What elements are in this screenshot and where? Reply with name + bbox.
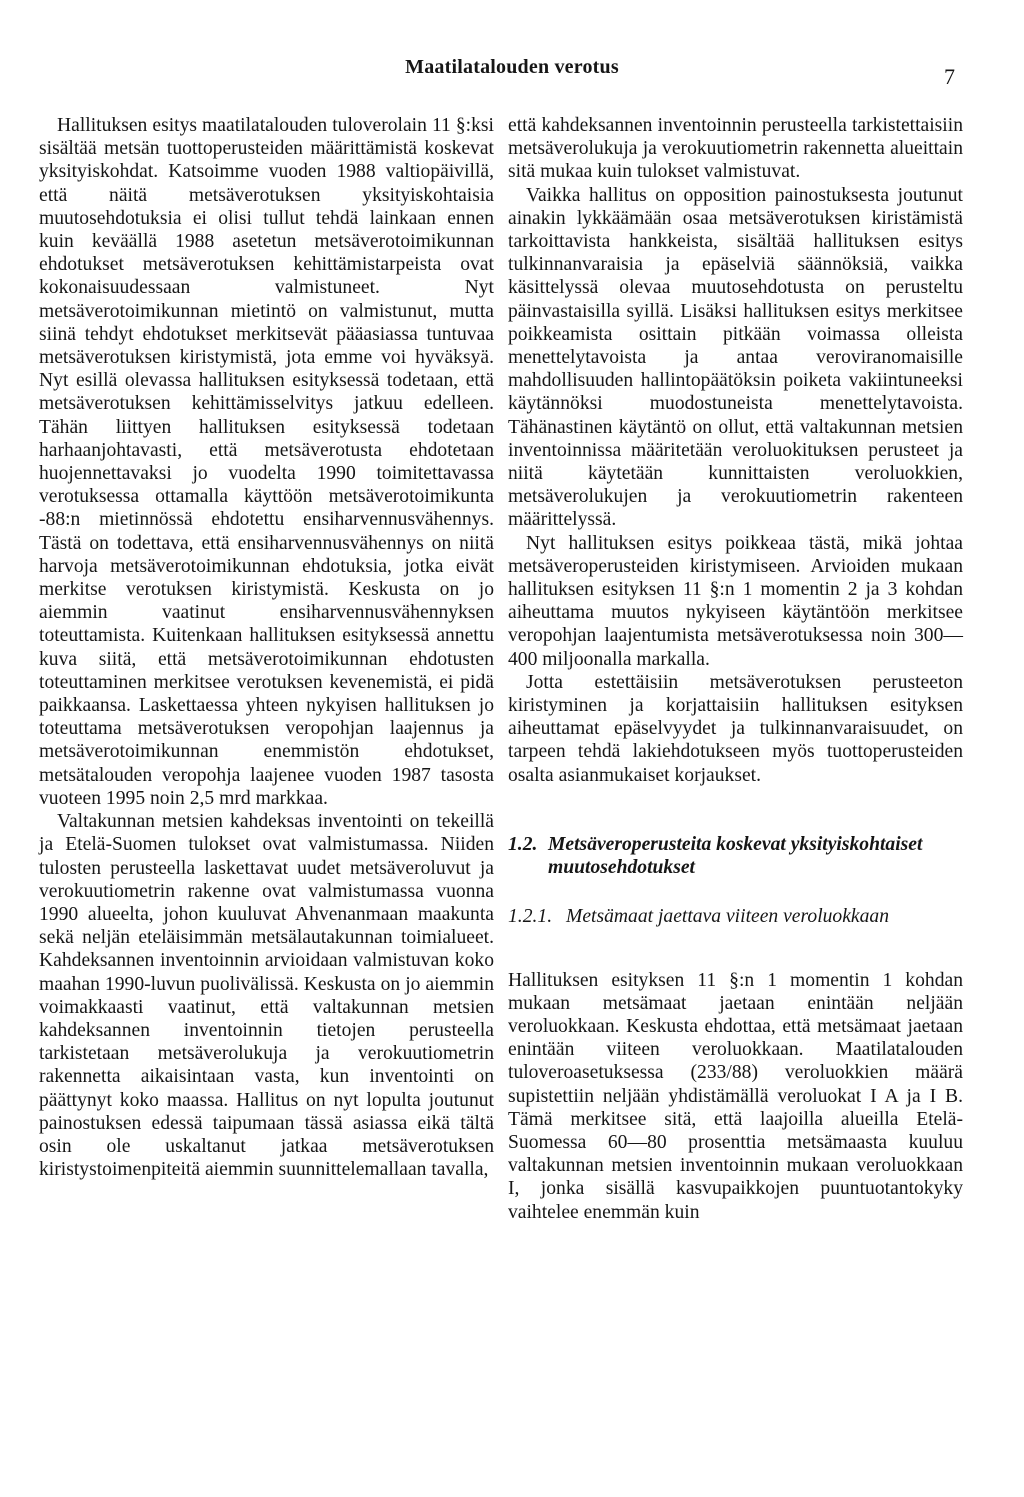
body-paragraph: Hallituksen esitys maatilatalouden tuloverolain 11 §:ksi sisältää metsän tuottoperusteiden määrittämistä koskevat yksityiskohdat. Katsoimme vuoden 1988 valtiopäivillä, että näitä metsäverotuksen yksityiskohtaisia muutosehdotuksia ei olisi tullut tehdä lainkaan ennen kuin keväällä 1988 asetetun metsäverotoimikunnan ehdotukset metsäverotuksen kehittämistarpeista ovat kokonaisuudessaan valmistuneet. Nyt metsäverotoimikunnan mietintö on valmistunut, mutta siinä tehdyt ehdotukset merkitsevät pääasiassa tuntuvaa metsäverotuksen kiristymistä, jota emme voi hyväksyä. Nyt esillä olevassa hallituksen esityksessä todetaan, että metsäverotuksen kehittämisselvitys jatkuu edelleen. Tähän liittyen hallituksen esityksessä todetaan harhaanjohtavasti, että metsäverotusta ehdotetaan huojennettavaksi jo vuodelta 1990 toimitettavassa verotuksessa ottamalla käyttöön metsäverotoimikunta -88:n mietinnössä ehdotettu ensiharvennusvähennys. Tästä on todettava, että ensiharvennusvähennys on niitä harvoja metsäverotoimikunnan ehdotuksia, jotka eivät merkitse verotuksen kiristymistä. Keskusta on jo aiemmin vaatinut ensiharvennusvähennyksen toteuttamista. Kuitenkaan hallituksen esityksessä annettu kuva siitä, että metsäverotoimikunnan ehdotusten toteuttaminen merkitsee verotuksen kevenemistä, ei pidä paikkaansa. Laskettaessa yhteen nykyisen hallituksen jo toteuttama metsäverotuksen veropohjan laajennus ja metsäverotoimikunnan enemmistön ehdotukset, metsätalouden veropohja laajenee vuoden 1987 tasosta vuoteen 1995 noin 2,5 mrd markkaa. [39,115,494,809]
body-paragraph: että kahdeksannen inventoinnin perusteella tarkistettaisiin metsäverolukuja ja verokuutiometrin rakennetta alueittain sitä mukaa kuin tulokset valmistuvat. [508,115,963,183]
left-column [39,114,494,1181]
body-paragraph: Hallituksen esityksen 11 §:n 1 momentin 1 kohdan mukaan metsämaat jaetaan enintään neljään veroluokkaan. Keskusta ehdottaa, että metsämaat jaetaan enintään viiteen veroluokkaan. Maatilatalouden tuloveroasetuksessa (233/88) veroluokkien määrä supistettiin neljään yhdistämällä veroluokat I A ja I B. Tämä merkitsee sitä, että laajoilla alueilla Etelä-Suomessa 60—80 prosenttia metsämaasta kuuluu valtakunnan metsien inventoinnin mukaan veroluokkaan I, jonka sisällä kasvupaikkojen puuntuotantokyky vaihtelee enemmän kuin [508,969,963,1223]
body-paragraph: Vaikka hallitus on opposition painostuksesta joutunut ainakin lykkäämään osaa metsäverotuksen kiristämistä tarkoittavista hankkeista, sisältää hallituksen esitys tulkinnanvaraisia ja epäselviä säännöksiä, vaikka käsittelyssä olevaa muutosehdotusta on perusteltu päinvastaisilla syillä. Lisäksi hallituksen esitys merkitsee poikkeamista osittain pitkään voimassa olleista menettelytavoista ja antaa veroviranomaisille mahdollisuuden hallintopäätöksin poiketa vakiintuneeksi käytännöksi muodostuneista menettelytavoista. Tähänastinen käytäntö on ollut, että valtakunnan metsien inventoinnissa määritetään veroluokituksen perusteet ja niitä käytetään kunnittaisten veroluokkien, metsäverolukujen ja verokuutiometrin rakenteen määrittelyssä. [508,184,963,531]
running-head: Maatilatalouden verotus [405,56,619,78]
subsection-number: 1.2.1. [508,906,553,928]
body-paragraph: Nyt hallituksen esitys poikkeaa tästä, mikä johtaa metsäveroperusteiden kiristymiseen. Arvioiden mukaan hallituksen esityksen 11 §:n 1 momentin 2 ja 3 kohdan aiheuttama muutos nykyiseen käytäntöön merkitsee veropohjan laajentumista metsäverotuksessa noin 300—400 miljoonalla markalla. [508,532,963,670]
section-number: 1.2. [508,833,538,855]
page-number: 7 [944,64,955,89]
body-paragraph: Jotta estettäisiin metsäverotuksen perusteeton kiristyminen ja korjattaisiin hallituksen esityksen aiheuttamat epäselvyydet ja tulkinnanvaraisuudet, on tarpeen tehdä lakiehdotukseen myös tuottoperusteiden osalta asianmukaiset korjaukset. [508,671,963,786]
subsection-title: Metsämaat jaettava viiteen veroluokkaan [566,906,890,928]
right-column [508,114,963,1224]
subsection-heading [508,905,963,928]
section-title: Metsäveroperusteita koskevat yksityiskohtaiset muutosehdotukset [548,833,923,879]
body-paragraph: Valtakunnan metsien kahdeksas inventointi on tekeillä ja Etelä-Suomen tulokset ovat valmistumassa. Niiden tulosten perusteella laskettavat uudet metsäveroluvut ja verokuutiometrin rakenne ovat valmistumassa vuonna 1990 alueelta, johon kuuluvat Ahvenanmaan maakunta sekä neljän eteläisimmän metsälautakunnan toimialueet. Kahdeksannen inventoinnin arvioidaan valmistuvan koko maahan 1990-luvun puolivälissä. Keskusta on jo aiemmin voimakkaasti vaatinut, että valtakunnan metsien kahdeksannen inventoinnin tietojen perusteella tarkistetaan metsäverolukuja ja verokuutiometrin rakennetta aikaisintaan vasta, kun inventointi on päättynyt koko maassa. Hallitus on nyt lopulta joutunut painostuksen edessä taipumaan tässä asiassa eikä tältä osin ole uskaltanut jatkaa metsäverotuksen kiristystoimenpiteitä aiemmin suunnittelemallaan tavalla, [39,811,494,1181]
section-heading [508,833,963,879]
